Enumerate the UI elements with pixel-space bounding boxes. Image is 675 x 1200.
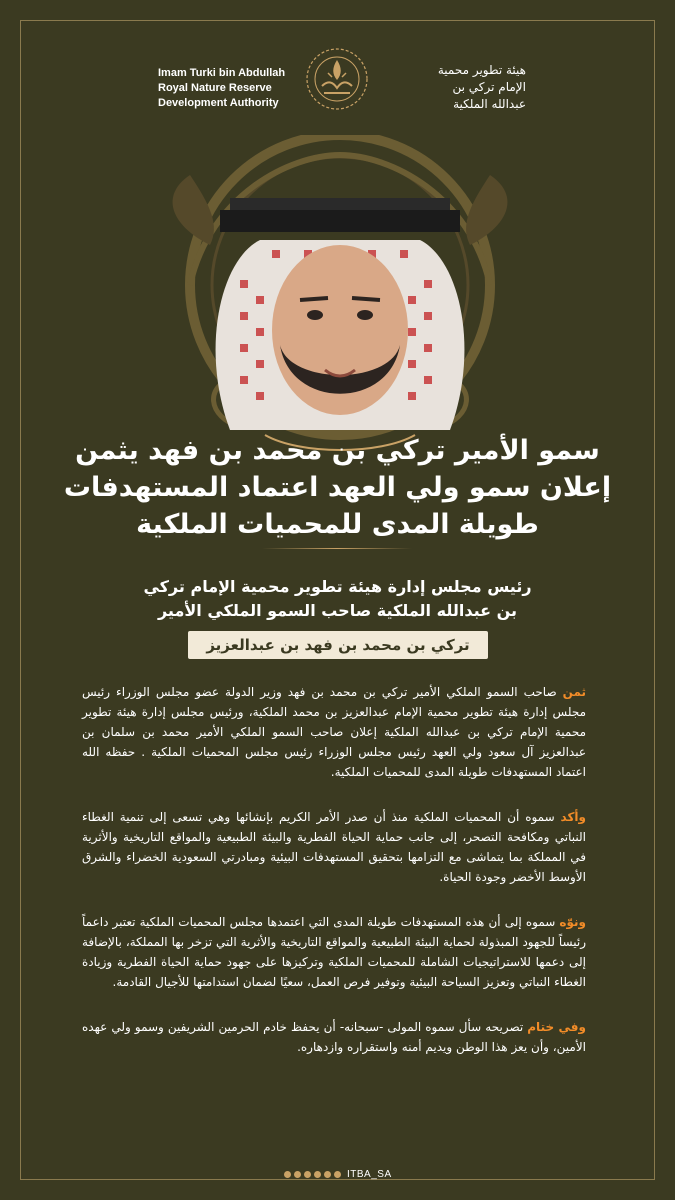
paragraph [82,807,586,887]
logo-ar-line: عبدالله الملكية [453,97,526,111]
paragraph-lead-word: ونوّه [559,915,586,929]
logo-arabic-text [376,62,526,113]
instagram-icon[interactable] [294,1171,301,1178]
youtube-icon[interactable] [304,1171,311,1178]
social-icons [284,1171,341,1178]
tiktok-icon[interactable] [324,1171,331,1178]
logo-ar-line: الإمام تركي بن [452,80,526,94]
paragraph-text: سموه أن المحميات الملكية منذ أن صدر الأمر الكريم بإنشائها وهي تسعى إلى تنمية الغطاء النباتي ومكافحة التصحر، إلى جانب حماية الحياة الفطرية والبيئة الطبيعية والمواقع التاريخية والأثرية في المملكة بما يتماشى مع التزامها بتحقيق المستهدفات البيئية ومبادرتي السعودية الخضراء والشرق الأوسط الأخضر وجودة الحياة. [82,810,586,884]
logo-en-line: Imam Turki bin Abdullah [158,67,286,79]
article-body [82,682,586,1082]
headline-line: إعلان سمو ولي العهد اعتماد المستهدفات [63,472,612,503]
twitter-icon[interactable] [284,1171,291,1178]
headline-divider [262,548,412,549]
subtitle-line: رئيس مجلس إدارة هيئة تطوير محمية الإمام تركي [143,577,532,596]
paragraph-text: صاحب السمو الملكي الأمير تركي بن محمد بن فهد وزير الدولة عضو مجلس الوزراء رئيس مجلس إدارة هيئة تطوير محمية الإمام عبدالعزيز بن محمد الملكية، ورئيس مجلس إدارة هيئة تطوير محمية الإمام تركي بن عبدالله الملكية إعلان صاحب السمو الملكي الأمير محمد بن سلمان بن عبدالعزيز آل سعود ولي العهد رئيس مجلس الوزراء رئيس مجلس المحميات الملكية . حفظه الله اعتماد المستهدفات طويلة المدى للمحميات الملكية. [82,685,586,779]
headline [40,432,635,543]
snapchat-icon[interactable] [314,1171,321,1178]
linkedin-icon[interactable] [334,1171,341,1178]
logo-en-line: Development Authority [158,97,279,109]
paragraph-text: سموه إلى أن هذه المستهدفات طويلة المدى التي اعتمدها مجلس المحميات الملكية تعتبر داعماً رئيساً للجهود المبذولة لحماية البيئة الطبيعية والمواقع التاريخية والأثرية التي تزخر بها المملكة، بالإضافة إلى دعمها للاستراتيجيات الشاملة للمحميات الملكية وتركيزها على جهود حماية الحياة الفطرية وزيادة الغطاء النباتي وتعزيز السياحة البيئية وتوفير فرص العمل، سعيًا لضمان استدامتها للأجيال القادمة. [82,915,586,989]
headline-line: سمو الأمير تركي بن محمد بن فهد يثمن [75,435,600,466]
subtitle [50,575,625,623]
paragraph-lead-word: ثمن [562,685,586,699]
subtitle-line: بن عبدالله الملكية صاحب السمو الملكي الأمير [157,601,518,620]
portrait-photo [160,170,520,430]
paragraph [82,682,586,782]
paragraph-lead-word: وفي ختام [527,1020,587,1034]
paragraph [82,1017,586,1057]
logo-ar-line: هيئة تطوير محمية [437,63,526,77]
name-highlight-box: تركي بن محمد بن فهد بن عبدالعزيز [188,631,488,659]
authority-logo-icon [302,46,372,112]
paragraph-lead-word: وأكد [560,810,586,824]
social-handle[interactable]: ITBA_SA [347,1168,392,1180]
footer [0,1164,675,1184]
paragraph-text: تصريحه سأل سموه المولى -سبحانه- أن يحفظ خادم الحرمين الشريفين وسمو ولي عهده الأمين، وأن يعز هذا الوطن ويديم أمنه واستقراره وازدهاره. [82,1020,586,1054]
logo-en-line: Royal Nature Reserve [158,82,272,94]
logo-english-text [158,66,298,111]
headline-line: طويلة المدى للمحميات الملكية [136,509,539,540]
paragraph [82,912,586,992]
footer-social [284,1164,392,1184]
